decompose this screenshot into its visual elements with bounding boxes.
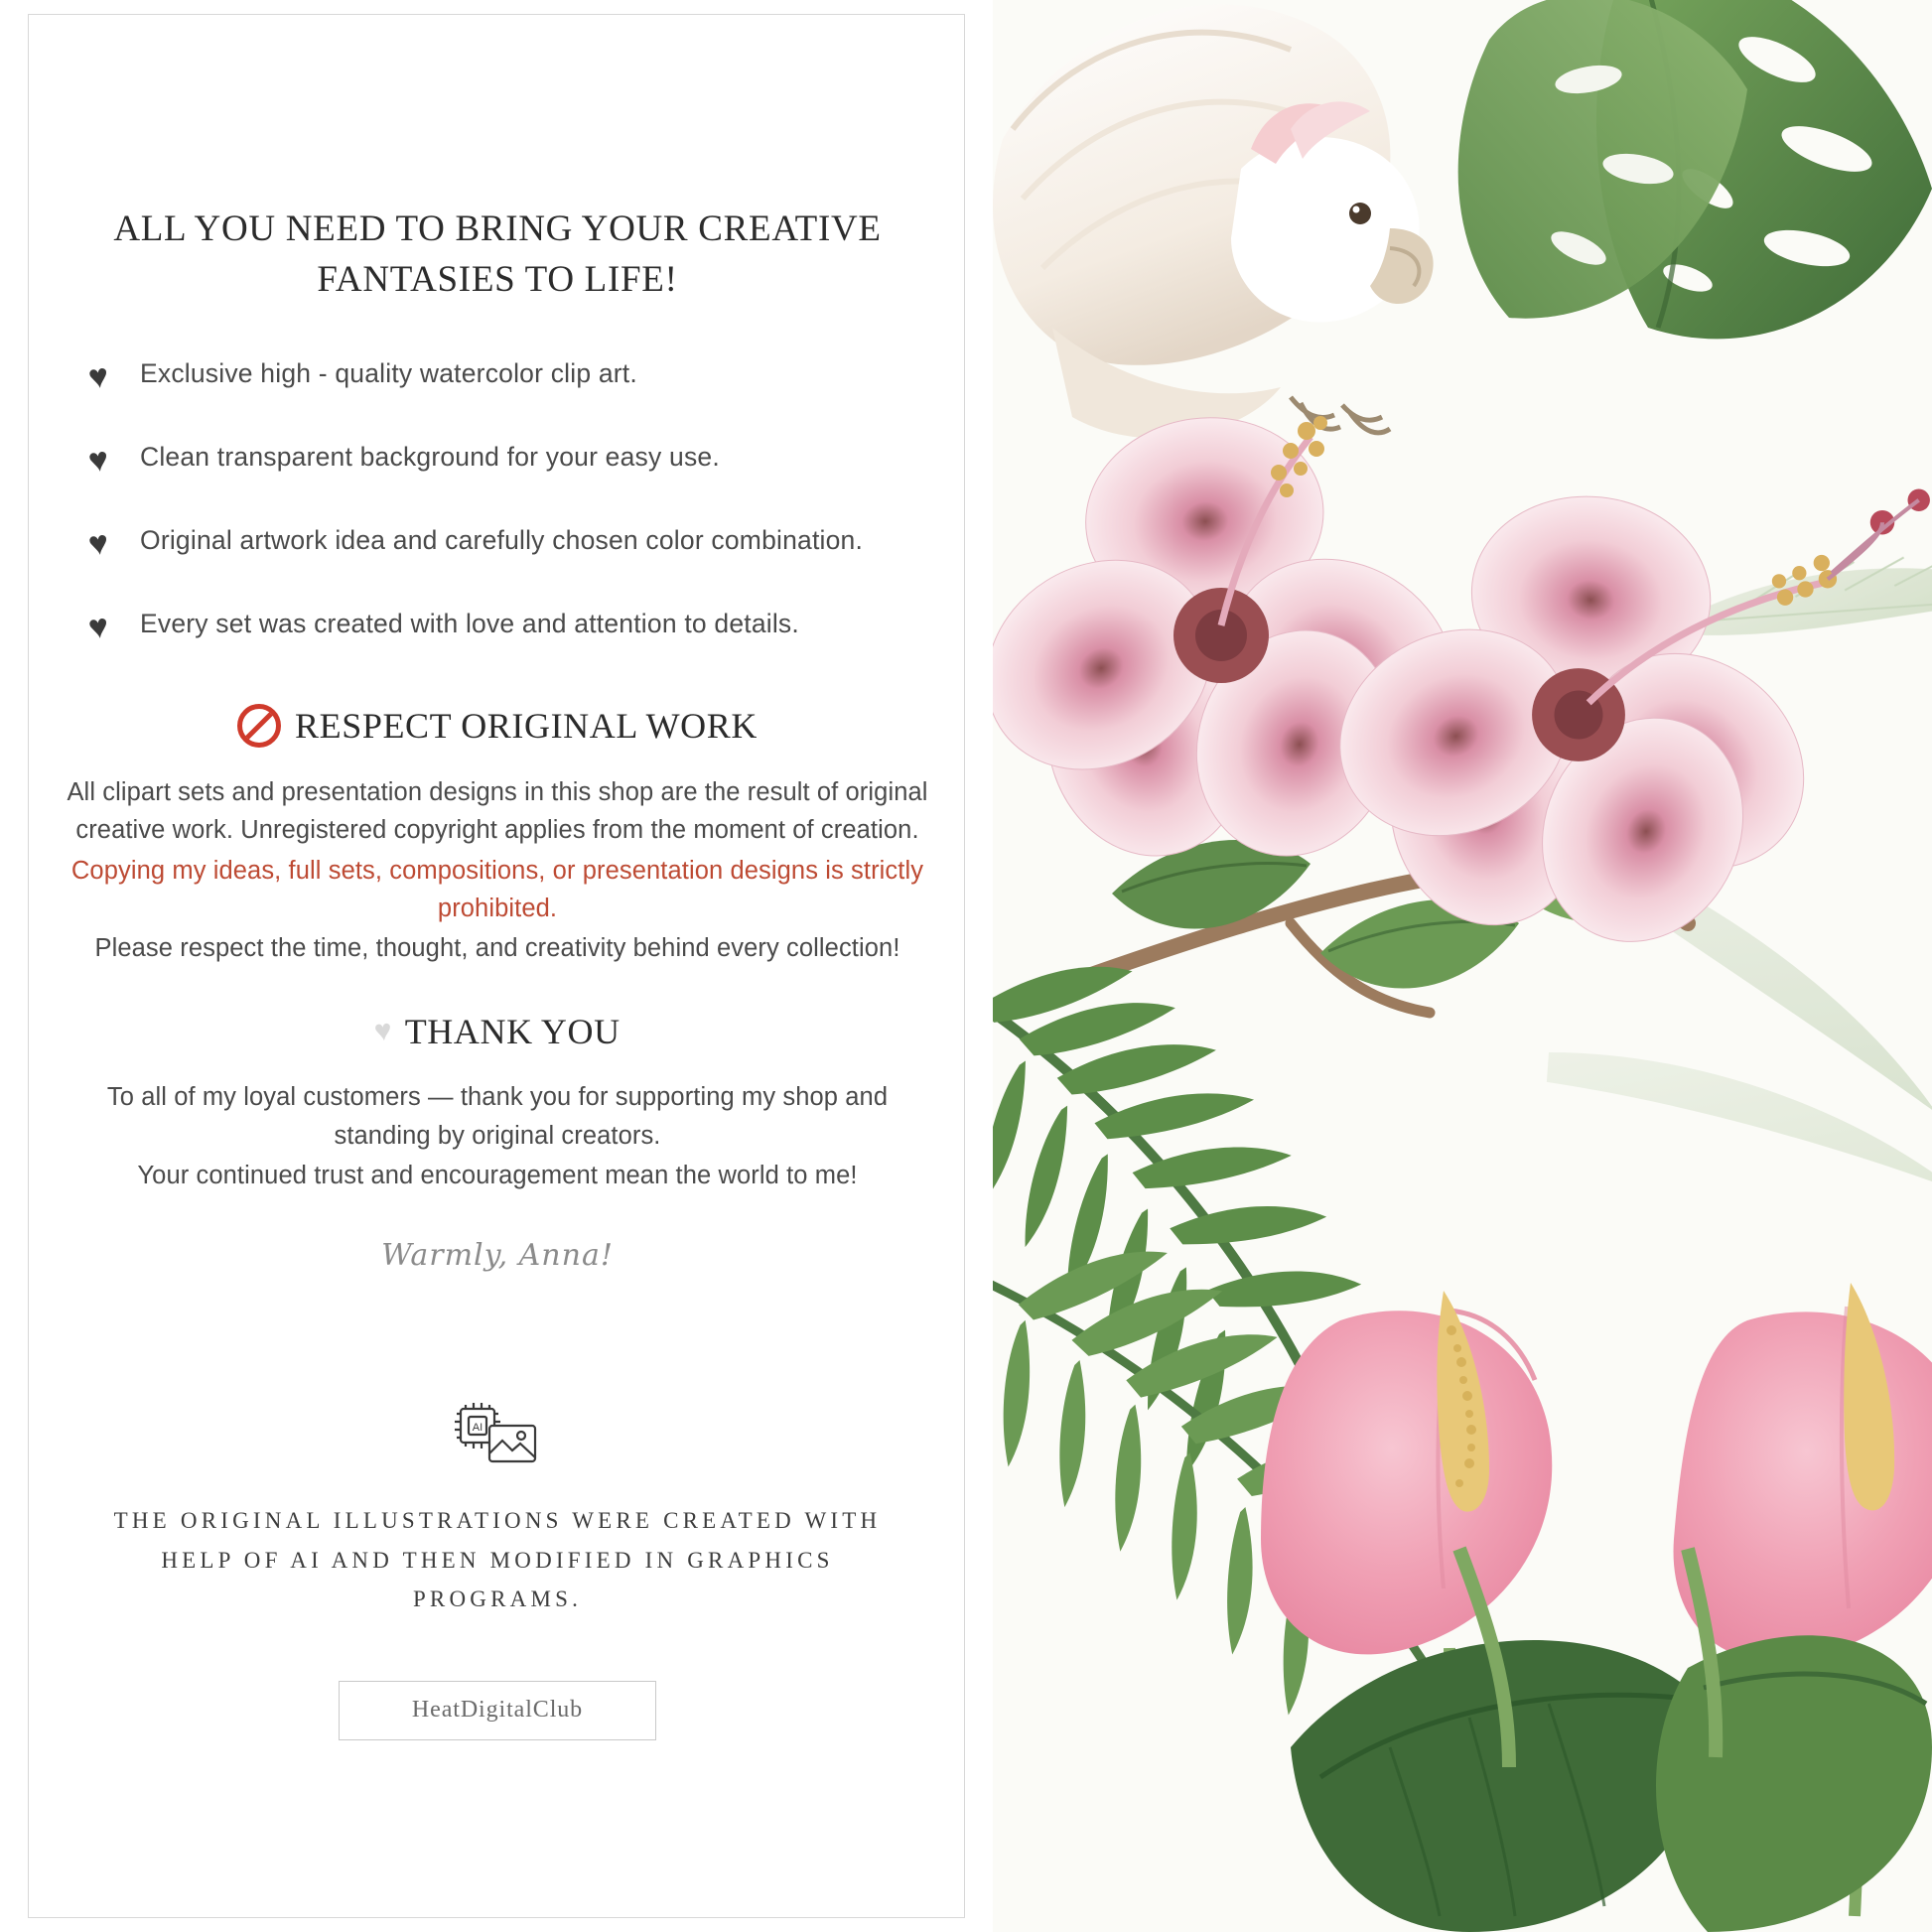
thank-you-paragraph: To all of my loyal customers — thank you for supporting my shop and standing by original creators.: [106, 1083, 889, 1150]
brand-label: HeatDigitalClub: [411, 1697, 584, 1724]
artwork-panel: [993, 0, 1932, 1932]
respect-warning: Copying my ideas, full sets, compositions, or presentation designs is strictly prohibited.: [70, 856, 924, 922]
respect-section-title: [67, 704, 928, 748]
feature-list: [67, 356, 928, 647]
page-title: ALL YOU NEED TO BRING YOUR CREATIVE FANTASIES TO LIFE!: [113, 208, 882, 301]
signature: Warmly, Anna!: [381, 1238, 614, 1274]
list-item-label: Every set was created with love and attention to details.: [140, 609, 799, 639]
thank-you-paragraph-2: Your continued trust and encouragement mean the world to me!: [137, 1161, 858, 1189]
respect-title-label: RESPECT ORIGINAL WORK: [295, 706, 758, 747]
list-item-label: Original artwork idea and carefully chosen color combination.: [140, 525, 864, 556]
heart-icon: ♥: [85, 356, 111, 397]
list-item: [85, 440, 928, 481]
list-item-label: Clean transparent background for your easy use.: [140, 442, 720, 473]
heart-icon: ♥: [85, 440, 111, 481]
heart-icon: ♥: [85, 523, 111, 564]
list-item: [85, 607, 928, 647]
respect-closing: Please respect the time, thought, and creativity behind every collection!: [94, 934, 900, 963]
tropical-watercolor-illustration: [993, 0, 1932, 1932]
heart-icon: ♥: [372, 1014, 395, 1049]
list-item: [85, 356, 928, 397]
thank-you-label: THANK YOU: [404, 1012, 621, 1052]
heart-icon: ♥: [85, 607, 111, 647]
list-item-label: Exclusive high - quality watercolor clip art.: [140, 358, 637, 389]
list-item: [85, 523, 928, 564]
respect-paragraph: All clipart sets and presentation designs in this shop are the result of original creative work. Unregistered copyright applies from the moment of creation.: [67, 778, 928, 845]
ai-disclaimer: THE ORIGINAL ILLUSTRATIONS WERE CREATED WITH HELP OF AI AND THEN MODIFIED IN GRAPHICS PROGRAMS.: [113, 1508, 882, 1612]
thank-you-title: [67, 1011, 928, 1052]
prohibited-icon: [237, 704, 281, 748]
ai-image-icon: [452, 1400, 543, 1471]
info-card: [28, 14, 965, 1918]
brand-badge[interactable]: [339, 1681, 656, 1740]
svg-text:AI: AI: [472, 1422, 483, 1435]
info-card-inner: [29, 15, 966, 1740]
